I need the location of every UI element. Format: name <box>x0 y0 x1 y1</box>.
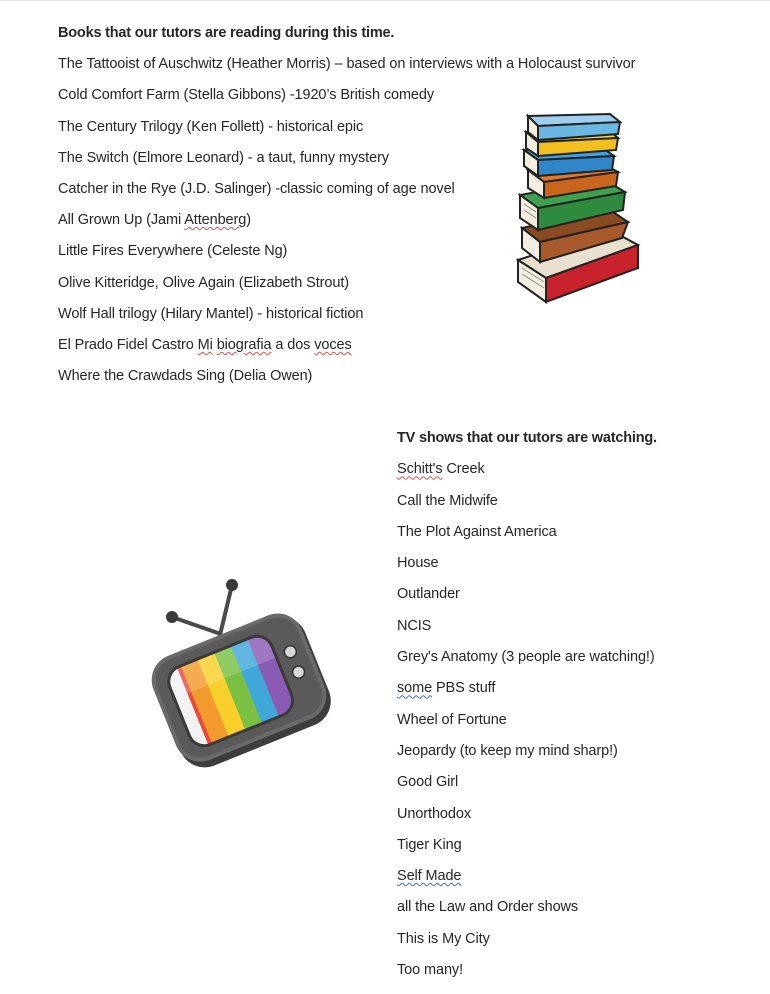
spellcheck-flagged-word: Self Made <box>397 868 462 885</box>
spellcheck-flagged-word: Attenberg <box>184 212 247 229</box>
tv-show-list-item: Too many! <box>397 962 463 979</box>
book-list-item: Catcher in the Rye (J.D. Salinger) -classic coming of age novel <box>58 180 455 197</box>
spellcheck-flagged-word: Schitt's <box>397 461 443 478</box>
spellcheck-flagged-word: Mi <box>197 336 213 353</box>
tv-show-list-item: Grey's Anatomy (3 people are watching!) <box>397 649 655 666</box>
tv-list <box>397 458 757 981</box>
books-heading: Books that our tutors are reading during this time. <box>58 25 395 41</box>
book-list-item: The Century Trilogy (Ken Follett) - historical epic <box>58 118 364 135</box>
text-span: El Prado Fidel Castro <box>58 336 198 353</box>
tv-show-list-item <box>397 677 757 699</box>
tv-show-list-item: Tiger King <box>397 836 462 853</box>
tv-show-list-item: House <box>397 555 439 572</box>
text-span: ) <box>246 212 251 229</box>
spellcheck-flagged-word: biografia <box>216 336 272 353</box>
book-list-item: Wolf Hall trilogy (Hilary Mantel) - historical fiction <box>58 305 364 322</box>
text-span: PBS stuff <box>432 680 496 697</box>
book-list-item: Where the Crawdads Sing (Delia Owen) <box>58 368 313 385</box>
tv-section <box>397 427 757 981</box>
tv-show-list-item: all the Law and Order shows <box>397 899 579 916</box>
retro-tv-icon <box>150 575 335 775</box>
text-span: All Grown Up (Jami <box>58 212 185 229</box>
books-section <box>58 22 636 387</box>
tv-show-list-item: Jeopardy (to keep my mind sharp!) <box>397 742 618 759</box>
book-list-item <box>58 334 498 356</box>
text-span: Creek <box>442 461 485 478</box>
book-list-item: Olive Kitteridge, Olive Again (Elizabeth Strout) <box>58 274 349 291</box>
stack-of-books-icon <box>510 110 645 310</box>
tv-show-list-item: The Plot Against America <box>397 523 557 540</box>
tv-heading: TV shows that our tutors are watching. <box>397 430 657 446</box>
book-list-item: Cold Comfort Farm (Stella Gibbons) -1920’s British comedy <box>58 87 435 104</box>
tv-show-list-item: Good Girl <box>397 774 459 791</box>
tv-show-list-item: Unorthodox <box>397 805 471 822</box>
book-list-item: The Tattooist of Auschwitz (Heather Morris) – based on interviews with a Holocaust survivor <box>58 56 636 73</box>
tv-show-list-item: NCIS <box>397 617 432 634</box>
tv-show-list-item: Outlander <box>397 586 460 603</box>
tv-show-list-item: Call the Midwife <box>397 492 498 509</box>
book-list-item <box>58 209 498 231</box>
spellcheck-flagged-word: some <box>397 680 433 697</box>
tv-show-list-item: This is My City <box>397 930 490 947</box>
spellcheck-flagged-word: voces <box>314 336 352 353</box>
top-border <box>0 0 770 1</box>
books-list <box>58 53 636 387</box>
book-list-item: The Switch (Elmore Leonard) - a taut, funny mystery <box>58 149 389 166</box>
text-span: a dos <box>271 336 315 353</box>
tv-show-list-item <box>397 865 757 887</box>
tv-show-list-item: Wheel of Fortune <box>397 711 507 728</box>
tv-show-list-item <box>397 458 757 480</box>
book-list-item: Little Fires Everywhere (Celeste Ng) <box>58 243 288 260</box>
